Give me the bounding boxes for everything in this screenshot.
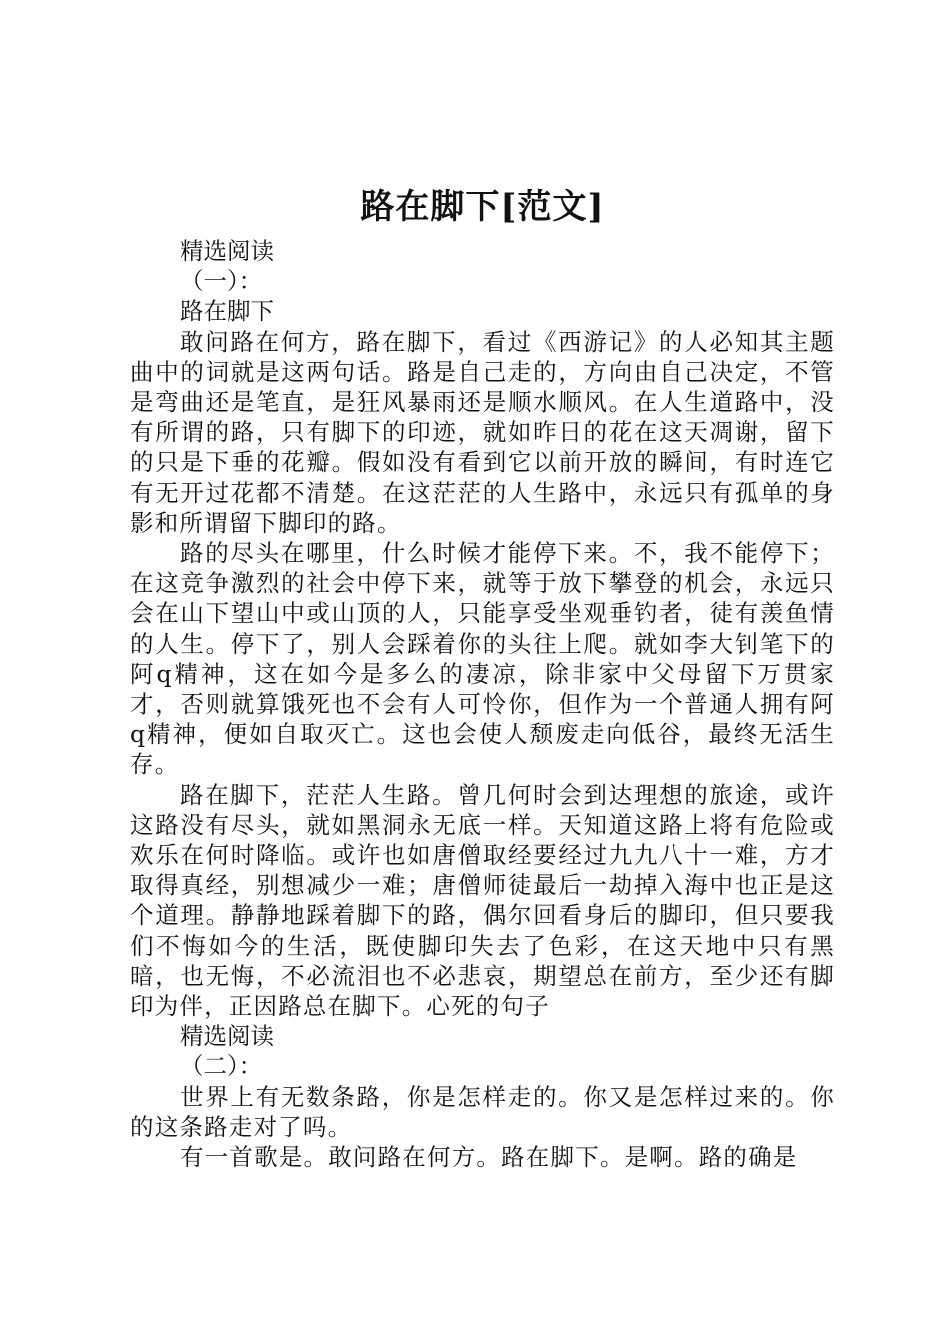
document-page xyxy=(130,180,835,1172)
paragraph: 敢问路在何方，路在脚下，看过《西游记》的人必知其主题曲中的词就是这两句话。路是自己走的，方向由自己决定，不管是弯曲还是笔直，是狂风暴雨还是顺水顺风。在人生道路中，没有所谓的路，只有脚下的印迹，就如昨日的花在这天凋谢，留下的只是下垂的花瓣。假如没有看到它以前开放的瞬间，有时连它有无开过花都不清楚。在这茫茫的人生路中，永远只有孤单的身影和所谓留下脚印的路。 xyxy=(130,327,835,537)
section-number: （二）： xyxy=(180,1052,263,1081)
section-heading: 路在脚下 xyxy=(180,297,274,326)
section-label: 精选阅读 xyxy=(180,237,274,265)
paragraph: 世界上有无数条路，你是怎样走的。你又是怎样过来的。你的这条路走对了吗。 xyxy=(130,1082,835,1141)
paragraph: 路的尽头在哪里，什么时候才能停下来。不，我不能停下；在这竞争激烈的社会中停下来，就等于放下攀登的机会，永远只会在山下望山中或山顶的人，只能享受坐观垂钓者，徒有羡鱼情的人生。停下了，别人会踩着你的头往上爬。就如李大钊笔下的阿q精神，这在如今是多么的凄凉，除非家中父母留下万贯家才，否则就算饿死也不会有人可怜你，但作为一个普通人拥有阿q精神，便如自取灭亡。这也会使人颓废走向低谷，最终无活生存。 xyxy=(130,539,835,779)
document-title: 路在脚下[范文] xyxy=(360,187,605,227)
section-label: 精选阅读 xyxy=(180,1022,274,1051)
paragraph: 路在脚下，茫茫人生路。曾几何时会到达理想的旅途，或许这路没有尽头，就如黑洞永无底一样。天知道这路上将有危险或欢乐在何时降临。或许也如唐僧取经要经过九九八十一难，方才取得真经，别想减少一难；唐僧师徒最后一劫掉入海中也正是这个道理。静静地踩着脚下的路，偶尔回看身后的脚印，但只要我们不悔如今的生活，既使脚印失去了色彩，在这天地中只有黑暗，也无悔，不必流泪也不必悲哀，期望总在前方，至少还有脚印为伴，正因路总在脚下。心死的句子 xyxy=(130,780,835,1021)
section-number: （一）： xyxy=(180,267,263,296)
paragraph: 有一首歌是。敢问路在何方。路在脚下。是啊。路的确是 xyxy=(180,1143,798,1172)
